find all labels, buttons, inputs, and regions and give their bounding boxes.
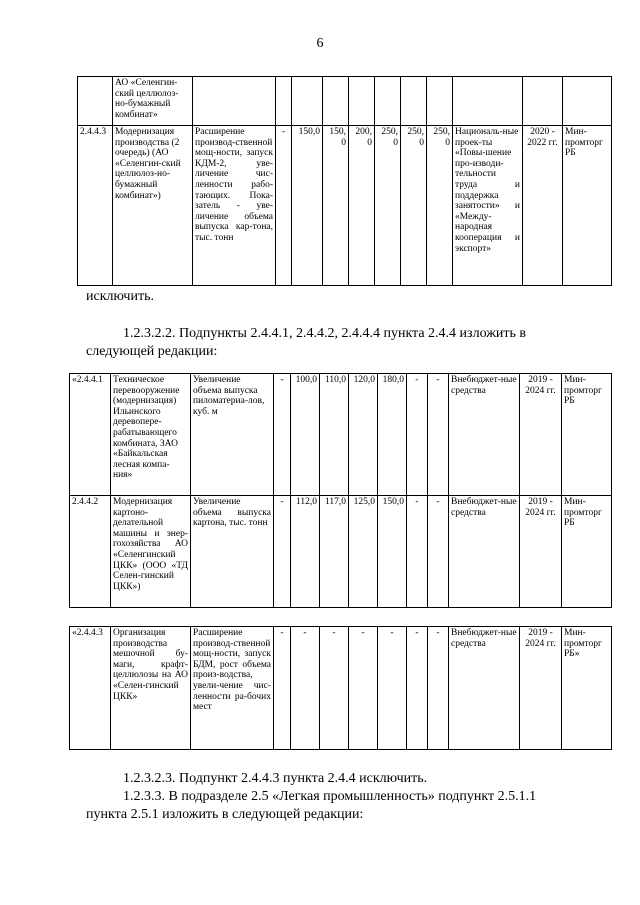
table-2 bbox=[69, 373, 612, 608]
cell-value: - bbox=[349, 627, 378, 750]
page-number: 6 bbox=[316, 36, 324, 51]
cell-executor: Мин-промторг РБ bbox=[563, 126, 612, 286]
cell-name: Техническое перевооружение (модернизация) Ильинского деревопере-рабатывающего комбината, ЗАО «Байкальская лесная компа-ния» bbox=[111, 374, 191, 496]
cell-value: 112,0 bbox=[291, 496, 320, 608]
paragraph-3-line-2: пункта 2.5.1 изложить в следующей редакции: bbox=[86, 807, 364, 822]
cell-value: 200,0 bbox=[349, 126, 375, 286]
paragraph-1-line-2: следующей редакции: bbox=[86, 344, 218, 359]
cell-v0: - bbox=[274, 374, 291, 496]
cell-value: - bbox=[407, 374, 428, 496]
cell-executor: Мин-промторг РБ bbox=[562, 374, 612, 496]
cell-value: - bbox=[407, 627, 428, 750]
cell-value: 250,0 bbox=[401, 126, 427, 286]
cell-value: - bbox=[428, 627, 449, 750]
cell-value: 100,0 bbox=[291, 374, 320, 496]
cell-source: Внебюджет-ные средства bbox=[449, 496, 520, 608]
cell-code: «2.4.4.1 bbox=[70, 374, 111, 496]
cell-value: 250,0 bbox=[375, 126, 401, 286]
cell-code: 2.4.4.2 bbox=[70, 496, 111, 608]
cell-value: 125,0 bbox=[349, 496, 378, 608]
cell-result: Увеличение объема выпуска пиломатериа-лов, куб. м bbox=[191, 374, 274, 496]
cell-value: - bbox=[407, 496, 428, 608]
cell-executor: Мин-промторг РБ» bbox=[562, 627, 612, 750]
table-row bbox=[70, 627, 612, 750]
table-row bbox=[70, 374, 612, 496]
cell-result: Увеличение объема выпуска картона, тыс. тонн bbox=[191, 496, 274, 608]
table-row bbox=[70, 496, 612, 608]
cell-v0: - bbox=[274, 496, 291, 608]
cell-period: 2019 - 2024 гг. bbox=[520, 374, 562, 496]
cell-executor: Мин-промторг РБ bbox=[562, 496, 612, 608]
table-3 bbox=[69, 626, 612, 750]
cell-name: Организация производства мешочной бу-маги, крафт-целлюлозы на АО «Селен-гинский ЦКК» bbox=[111, 627, 191, 750]
paragraph-1-line-1: 1.2.3.2.2. Подпункты 2.4.4.1, 2.4.4.2, 2.4.4.4 пункта 2.4.4 изложить в bbox=[123, 326, 526, 341]
cell-value: - bbox=[428, 496, 449, 608]
cell-value: - bbox=[378, 627, 407, 750]
paragraph-2: 1.2.3.2.3. Подпункт 2.4.4.3 пункта 2.4.4 исключить. bbox=[123, 771, 428, 786]
cell-result: Расширение производ-ственной мощ-ности, запуск КДМ-2, уве-личение чис-ленности рабо-тающих. Пока-затель - уве-личение объема выпуска кар-тона, тыс. тонн bbox=[193, 126, 276, 286]
cell-name: Модернизация картоно-делательной машины и энер-гохозяйства АО «Селенгинский ЦКК» (ООО «ТД Селен-гинский ЦКК») bbox=[111, 496, 191, 608]
cell-period: 2020 - 2022 гг. bbox=[523, 126, 563, 286]
cell-value: 120,0 bbox=[349, 374, 378, 496]
table-1 bbox=[77, 76, 612, 286]
exclude-text: исключить. bbox=[86, 289, 154, 304]
cell-value: 150,0 bbox=[323, 126, 349, 286]
cell-code: «2.4.4.3 bbox=[70, 627, 111, 750]
cell-period: 2019 - 2024 гг. bbox=[520, 627, 562, 750]
cell-period: 2019 - 2024 гг. bbox=[520, 496, 562, 608]
table-row bbox=[78, 77, 612, 126]
cell-source: Националь-ные проек-ты «Повы-шение про-изводи-тельности труда и поддержка занятости» и «Между-народная кооперация и экспорт» bbox=[453, 126, 523, 286]
cell-value: - bbox=[428, 374, 449, 496]
cell-v0: - bbox=[274, 627, 291, 750]
cell-value: 110,0 bbox=[320, 374, 349, 496]
cell-value: - bbox=[320, 627, 349, 750]
table-row bbox=[78, 126, 612, 286]
cell-name: АО «Селенгин-ский целлюлоз-но-бумажный комбинат» bbox=[113, 77, 193, 126]
cell-value: - bbox=[291, 627, 320, 750]
cell-source: Внебюджет-ные средства bbox=[449, 374, 520, 496]
cell-name: Модернизация производства (2 очередь) (АО «Селенгин-ский целлюлоз-но-бумажный комбинат») bbox=[113, 126, 193, 286]
cell-code: 2.4.4.3 bbox=[78, 126, 113, 286]
cell-value: 117,0 bbox=[320, 496, 349, 608]
cell-value: 150,0 bbox=[378, 496, 407, 608]
cell-source: Внебюджет-ные средства bbox=[449, 627, 520, 750]
cell-value: 250,0 bbox=[427, 126, 453, 286]
cell-value: 150,0 bbox=[292, 126, 323, 286]
cell-value: 180,0 bbox=[378, 374, 407, 496]
cell-result: Расширение производ-ственной мощ-ности, запуск БДМ, рост объема произ-водства, увели-чение чис-ленности ра-бочих мест bbox=[191, 627, 274, 750]
paragraph-3-line-1: 1.2.3.3. В подразделе 2.5 «Легкая промышленность» подпункт 2.5.1.1 bbox=[123, 789, 537, 804]
cell-v0: - bbox=[276, 126, 292, 286]
